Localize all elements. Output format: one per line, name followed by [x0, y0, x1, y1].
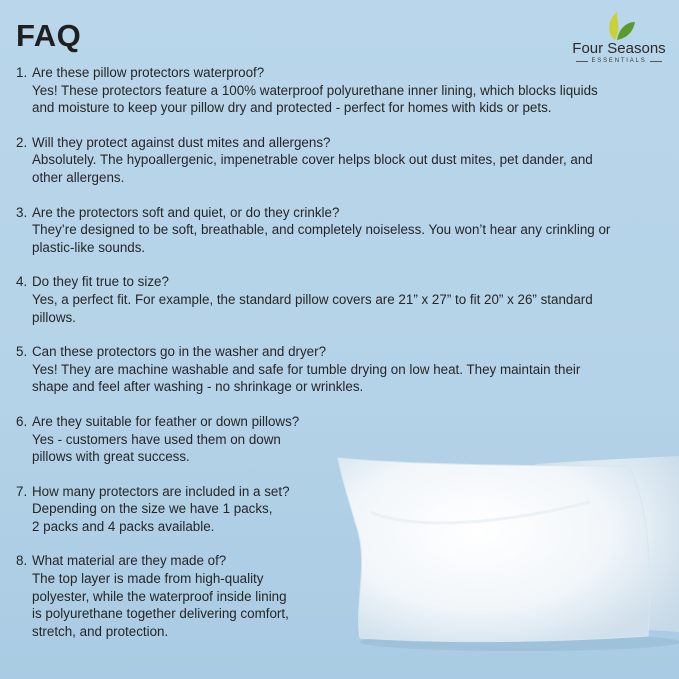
- faq-answer-line: Absolutely. The hypoallergenic, impenetrable cover helps block out dust mites, pet dander, and: [32, 152, 593, 168]
- leaf-icon: [601, 8, 637, 42]
- faq-answer-line: polyester, while the waterproof inside lining: [32, 588, 287, 604]
- question-text: What material are they made of?: [32, 553, 227, 569]
- question-text: Are they suitable for feather or down pillows?: [32, 413, 300, 429]
- faq-list: [16, 64, 667, 657]
- faq-item: [16, 134, 667, 187]
- question-number: 7.: [16, 483, 28, 499]
- faq-question: [16, 413, 667, 431]
- faq-question: [16, 134, 667, 152]
- faq-question: [16, 64, 667, 82]
- divider: [576, 61, 588, 62]
- faq-answer-line: and moisture to keep your pillow dry and protected - perfect for homes with kids or pets.: [32, 100, 552, 116]
- faq-item: [16, 552, 667, 640]
- question-number: 4.: [16, 274, 28, 290]
- divider: [650, 61, 662, 62]
- brand-tagline: ESSENTIALS: [591, 58, 647, 64]
- page-title: FAQ: [16, 18, 82, 53]
- faq-item: [16, 413, 667, 466]
- question-text: Will they protect against dust mites and allergens?: [32, 134, 331, 150]
- faq-item: [16, 273, 667, 326]
- faq-answer-line: stretch, and protection.: [32, 623, 169, 639]
- question-number: 8.: [16, 553, 28, 569]
- faq-item: [16, 204, 667, 257]
- faq-item: [16, 483, 667, 536]
- faq-answer-line: 2 packs and 4 packs available.: [32, 518, 215, 534]
- question-text: Are these pillow protectors waterproof?: [32, 65, 265, 80]
- faq-question: [16, 273, 667, 291]
- faq-answer-line: Depending on the size we have 1 packs,: [32, 501, 273, 517]
- faq-question: [16, 483, 667, 501]
- faq-question: [16, 552, 667, 570]
- faq-item: [16, 64, 667, 117]
- question-text: Do they fit true to size?: [32, 274, 169, 290]
- faq-answer-line: The top layer is made from high-quality: [32, 571, 264, 587]
- faq-answer-line: plastic-like sounds.: [32, 239, 146, 255]
- faq-answer-line: They’re designed to be soft, breathable, and completely noiseless. You won’t hear any crinkling or: [32, 222, 611, 238]
- faq-answer-line: Yes! They are machine washable and safe for tumble drying on low heat. They maintain their: [32, 361, 581, 377]
- faq-answer-line: Yes, a perfect fit. For example, the standard pillow covers are 21” x 27” to fit 20” x 26” standard: [32, 291, 593, 307]
- faq-question: [16, 343, 667, 361]
- faq-answer-line: Yes! These protectors feature a 100% waterproof polyurethane inner lining, which blocks liquids: [32, 82, 598, 98]
- question-text: How many protectors are included in a set?: [32, 483, 290, 499]
- faq-answer-line: is polyurethane together delivering comfort,: [32, 606, 289, 622]
- question-number: 5.: [16, 344, 28, 360]
- faq-question: [16, 204, 667, 222]
- question-number: 3.: [16, 204, 28, 220]
- faq-answer-line: other allergens.: [32, 169, 125, 185]
- question-text: Are the protectors soft and quiet, or do they crinkle?: [32, 204, 340, 220]
- faq-answer-line: pillows.: [32, 309, 76, 325]
- brand-logo: [566, 8, 672, 64]
- question-number: 6.: [16, 413, 28, 429]
- brand-name: Four Seasons: [572, 40, 666, 57]
- faq-item: [16, 343, 667, 396]
- question-number: 2.: [16, 134, 28, 150]
- faq-answer-line: Yes - customers have used them on down: [32, 431, 281, 447]
- faq-answer-line: pillows with great success.: [32, 449, 190, 465]
- faq-answer-line: shape and feel after washing - no shrinkage or wrinkles.: [32, 379, 364, 395]
- question-text: Can these protectors go in the washer and dryer?: [32, 344, 327, 360]
- question-number: 1.: [16, 65, 28, 80]
